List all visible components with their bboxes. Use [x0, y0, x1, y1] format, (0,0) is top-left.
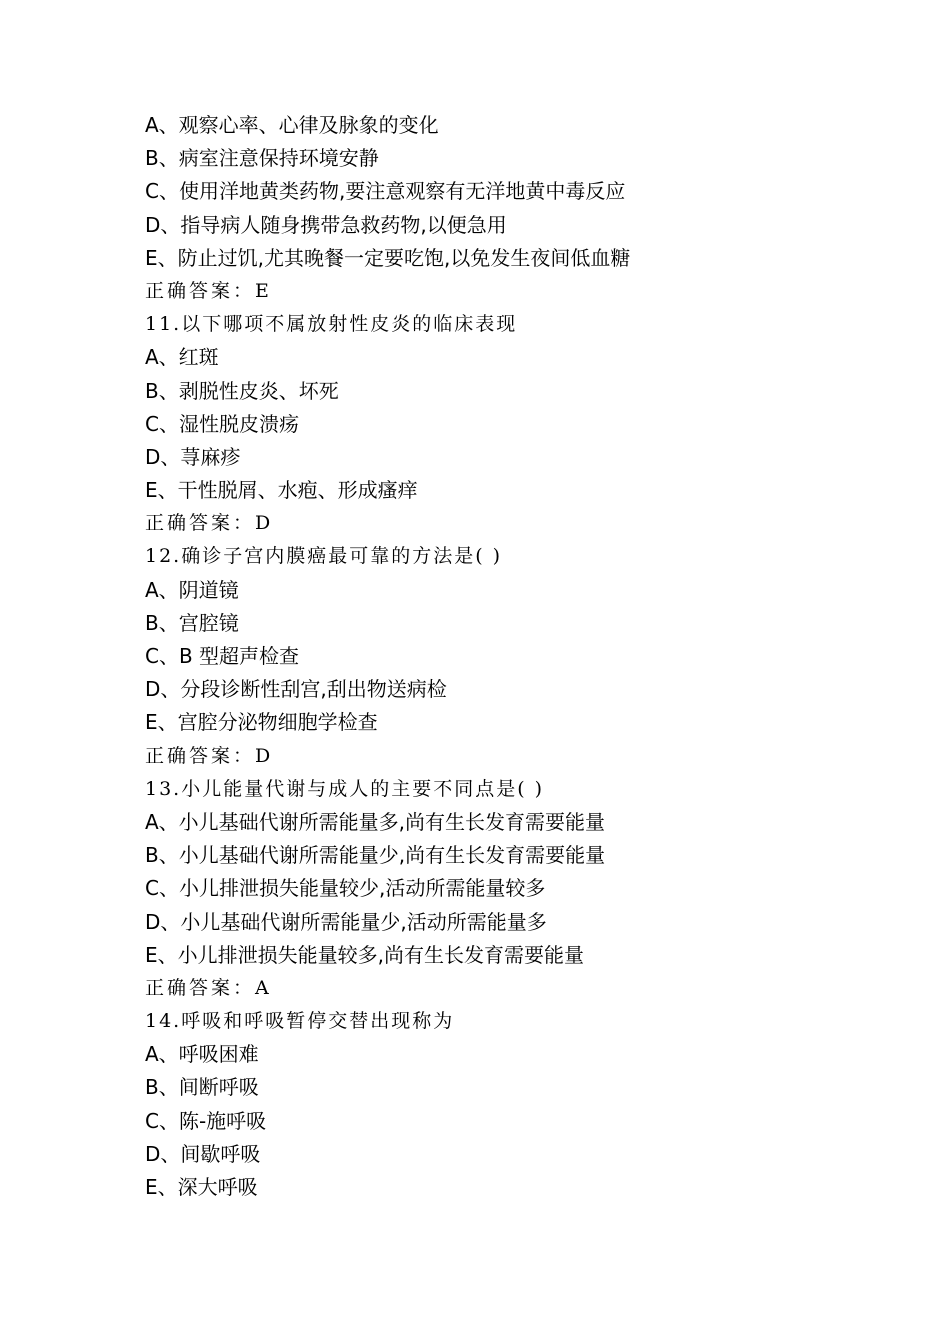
answer-option: A、阴道镜	[145, 577, 239, 602]
answer-option: E、防止过饥,尤其晚餐一定要吃饱,以免发生夜间低血糖	[145, 245, 631, 270]
answer-option: C、陈-施呼吸	[145, 1108, 267, 1133]
answer-option: C、B 型超声检查	[145, 644, 300, 668]
question-stem: 13.小儿能量代谢与成人的主要不同点是( )	[145, 777, 545, 800]
answer-option: D、间歇呼吸	[145, 1141, 261, 1166]
answer-option: E、干性脱屑、水疱、形成瘙痒	[145, 478, 418, 503]
correct-answer: 正确答案：E	[145, 279, 272, 302]
answer-option: D、小儿基础代谢所需能量少,活动所需能量多	[145, 909, 547, 934]
answer-option: B、小儿基础代谢所需能量少,尚有生长发育需要能量	[145, 843, 606, 868]
document-page	[145, 109, 905, 1204]
answer-option: D、分段诊断性刮宫,刮出物送病检	[145, 677, 447, 702]
answer-option: C、使用洋地黄类药物,要注意观察有无洋地黄中毒反应	[145, 179, 626, 204]
answer-option: B、病室注意保持环境安静	[145, 146, 379, 171]
correct-answer: 正确答案：D	[145, 512, 274, 535]
answer-option: C、小儿排泄损失能量较少,活动所需能量较多	[145, 876, 546, 901]
question-stem: 14.呼吸和呼吸暂停交替出现称为	[145, 1010, 455, 1033]
answer-option: B、剥脱性皮炎、坏死	[145, 378, 339, 403]
answer-option: A、呼吸困难	[145, 1042, 259, 1067]
answer-option: A、小儿基础代谢所需能量多,尚有生长发育需要能量	[145, 809, 606, 834]
question-stem: 11.以下哪项不属放射性皮炎的临床表现	[145, 313, 518, 336]
answer-option: E、宫腔分泌物细胞学检查	[145, 710, 378, 735]
question-stem: 12.确诊子宫内膜癌最可靠的方法是( )	[145, 545, 503, 568]
answer-option: D、荨麻疹	[145, 444, 241, 469]
answer-option: D、指导病人随身携带急救药物,以便急用	[145, 212, 507, 237]
answer-option: A、观察心率、心律及脉象的变化	[145, 113, 439, 137]
answer-option: E、深大呼吸	[145, 1175, 258, 1199]
answer-option: E、小儿排泄损失能量较多,尚有生长发育需要能量	[145, 942, 584, 967]
answer-option: B、宫腔镜	[145, 610, 239, 635]
answer-option: C、湿性脱皮溃疡	[145, 411, 299, 436]
answer-option: B、间断呼吸	[145, 1075, 259, 1100]
correct-answer: 正确答案：D	[145, 744, 274, 767]
answer-option: A、红斑	[145, 345, 219, 370]
correct-answer: 正确答案：A	[145, 976, 272, 999]
